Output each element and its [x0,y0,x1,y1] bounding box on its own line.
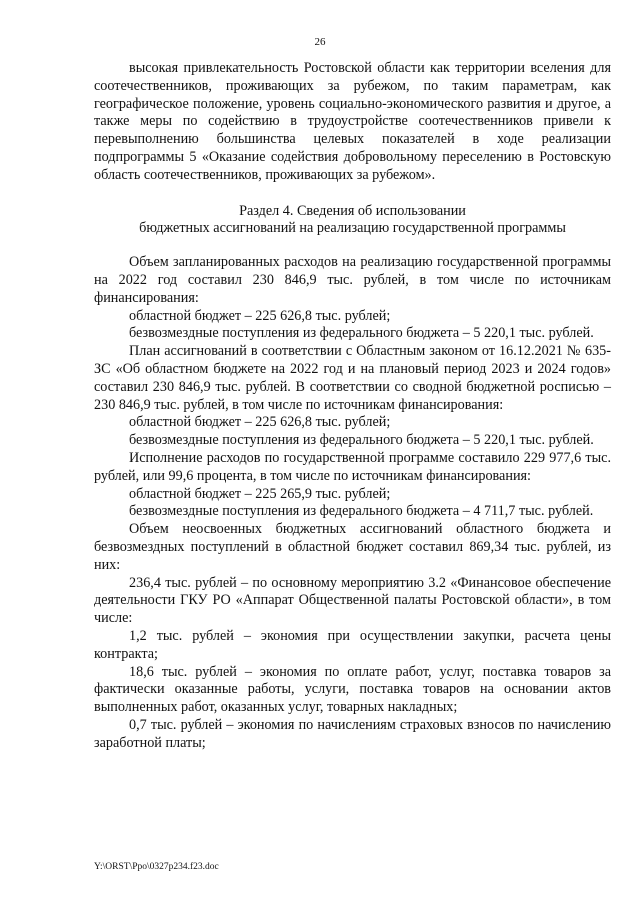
paragraph-savings-procurement: 1,2 тыс. рублей – экономия при осуществлении закупки, расчета цены контракта; [94,627,611,662]
paragraph-unused-allocations: Объем неосвоенных бюджетных ассигнований областного бюджета и безвозмездных поступлений в областной бюджет составил 869,34 тыс. рублей, из них: [94,521,611,573]
paragraph-savings-works: 18,6 тыс. рублей – экономия по оплате работ, услуг, поставка товаров за фактически оказанные работы, услуги, поставка товаров на основании актов выполненных работ, оказанных услуг, товарных накладных; [94,663,611,716]
paragraph-federal-receipts-execution: безвозмездные поступления из федерального бюджета – 4 711,7 тыс. рублей. [129,503,594,520]
paragraph-planned-expenses: Объем запланированных расходов на реализацию государственной программы на 2022 год составил 230 846,9 тыс. рублей, в том числе по источникам финансирования: [94,254,611,306]
page-number: 26 [314,36,326,48]
paragraph-federal-receipts-allocation: безвозмездные поступления из федерального бюджета – 5 220,1 тыс. рублей. [129,432,594,449]
paragraph-federal-receipts-plan: безвозмездные поступления из федерального бюджета – 5 220,1 тыс. рублей. [129,325,594,342]
section-heading-line-2: бюджетных ассигнований на реализацию государственной программы [139,220,566,237]
paragraph-allocation-plan: План ассигнований в соответствии с Областным законом от 16.12.2021 № 635-ЗС «Об областном бюджете на 2022 год и на плановый период 2023 и 2024 годов» составил 230 846,9 тыс. рублей. В соответствии со сводной бюджетной росписью – 230 846,9 тыс. рублей, в том числе по источникам финансирования: [94,343,611,413]
footer-file-path: Y:\ORST\Ppo\0327p234.f23.doc [94,862,219,872]
paragraph-regional-budget-plan: областной бюджет – 225 626,8 тыс. рублей; [129,307,391,324]
document-body [94,60,611,752]
paragraph-main-activity-3-2: 236,4 тыс. рублей – по основному мероприятию 3.2 «Финансовое обеспечение деятельности ГКУ РО «Аппарат Общественной палаты Ростовской области», в том числе: [94,574,611,627]
paragraph-regional-budget-execution: областной бюджет – 225 265,9 тыс. рублей; [129,485,391,502]
paragraph-intro: высокая привлекательность Ростовской области как территории вселения для соотечественников, проживающих за рубежом, по таким параметрам, как географическое положение, уровень социально-экономического развития и другое, а также меры по содействию в трудоустройстве соотечественников привели к перевыполнению большинства целевых показателей в ходе реализации подпрограммы 5 «Оказание содействия добровольному переселению в Ростовскую область соотечественников, проживающих за рубежом». [94,60,611,183]
section-heading-line-1: Раздел 4. Сведения об использовании [239,202,466,219]
paragraph-regional-budget-allocation: областной бюджет – 225 626,8 тыс. рублей; [129,414,391,431]
paragraph-savings-insurance: 0,7 тыс. рублей – экономия по начислениям страховых взносов по начислению заработной платы; [94,716,611,751]
paragraph-execution: Исполнение расходов по государственной программе составило 229 977,6 тыс. рублей, или 99,6 процента, в том числе по источникам финансирования: [94,449,611,484]
